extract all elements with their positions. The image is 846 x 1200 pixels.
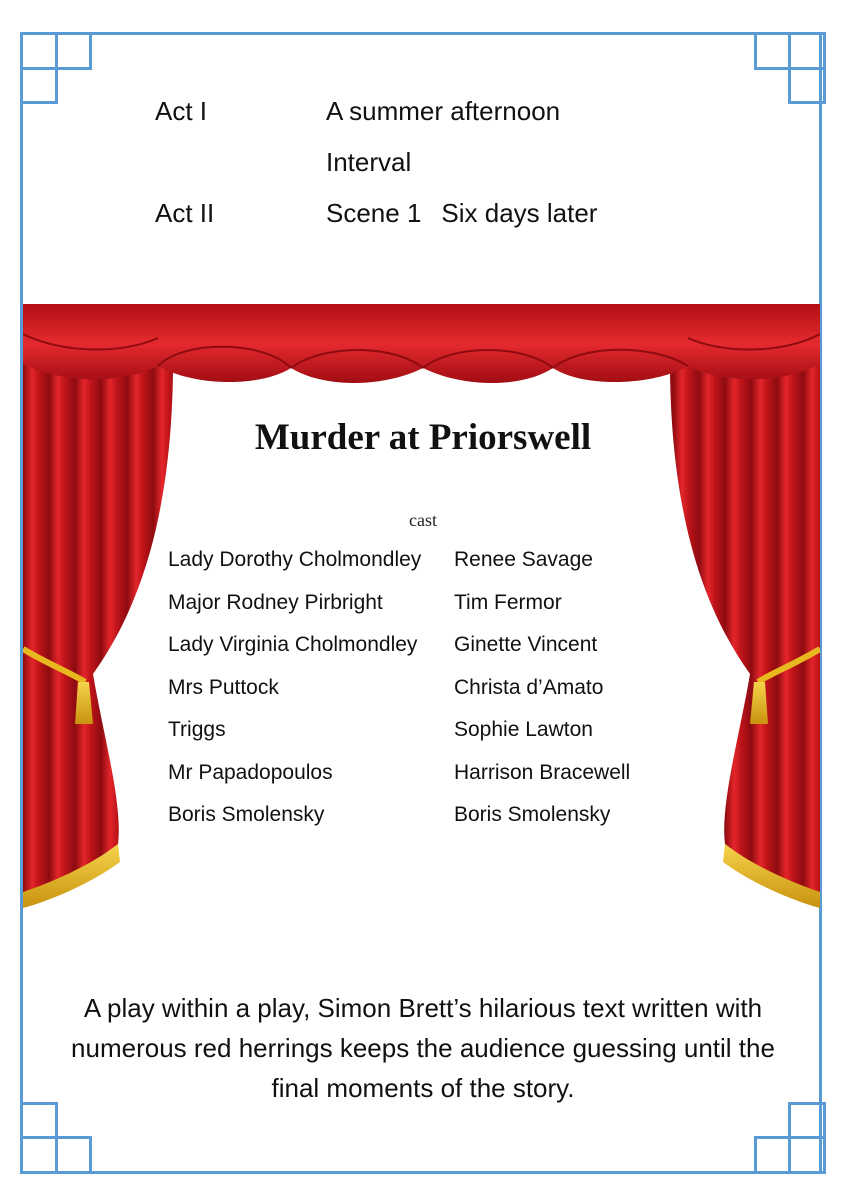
play-description: A play within a play, Simon Brett’s hilarious text written with numerous red herrings keeps the audience guessing until the final moments of the story. — [71, 993, 775, 1103]
cast-actor: Tim Fermor — [454, 590, 562, 614]
cast-role: Mr Papadopoulos — [168, 760, 333, 784]
act-label: Act II — [155, 198, 215, 228]
cast-actor: Harrison Bracewell — [454, 760, 631, 784]
stage-curtain-illustration — [23, 304, 820, 916]
cast-role: Major Rodney Pirbright — [168, 590, 383, 614]
corner-ornament-top-left — [20, 32, 92, 104]
act-description — [326, 96, 560, 127]
interval-description — [326, 147, 411, 178]
scene-label: Scene 1 — [326, 198, 422, 228]
cast-role: Lady Virginia Cholmondley — [168, 633, 418, 656]
cast-heading: cast — [409, 510, 437, 530]
cast-role: Triggs — [168, 718, 226, 741]
play-title: Murder at Priorswell — [254, 417, 592, 458]
cast-actor: Ginette Vincent — [454, 633, 598, 656]
corner-ornament-bottom-right — [754, 1102, 826, 1174]
cast-actor: Boris Smolensky — [454, 803, 611, 826]
act-description-text: A summer afternoon — [326, 96, 561, 126]
act-description — [326, 198, 597, 229]
cast-actor: Christa d’Amato — [454, 675, 604, 699]
corner-ornament-bottom-left — [20, 1102, 92, 1174]
act-description-text: Six days later — [441, 198, 598, 228]
corner-ornament-top-right — [754, 32, 826, 104]
cast-actor: Sophie Lawton — [454, 718, 593, 741]
cast-role: Mrs Puttock — [168, 675, 279, 699]
interval-text: Interval — [326, 147, 412, 177]
act-label: Act I — [155, 96, 208, 126]
cast-role: Boris Smolensky — [168, 803, 325, 826]
cast-role: Lady Dorothy Cholmondley — [168, 548, 422, 571]
cast-actor: Renee Savage — [454, 548, 593, 571]
